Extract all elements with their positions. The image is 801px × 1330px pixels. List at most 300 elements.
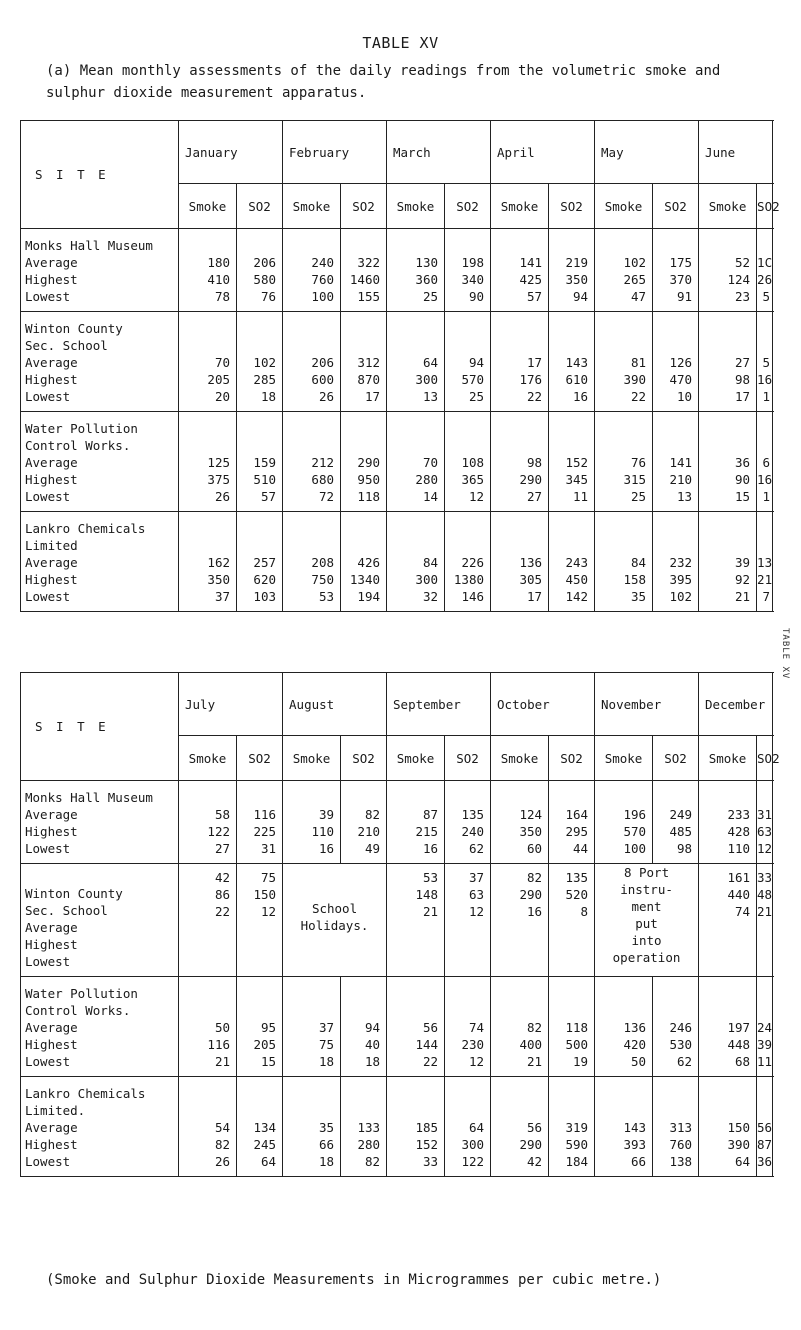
value: 53 xyxy=(422,870,439,885)
site-label-line: Lowest xyxy=(25,589,71,604)
value: 18 xyxy=(364,1054,381,1069)
value: 1460 xyxy=(349,272,380,287)
value-cell xyxy=(757,864,773,977)
site-name-cell xyxy=(21,1077,179,1177)
value: 64 xyxy=(734,1154,751,1169)
value: 390 xyxy=(623,372,647,387)
value: 16 xyxy=(526,904,543,919)
value: 58 xyxy=(214,807,230,822)
value-cell xyxy=(549,412,595,512)
value: 60 xyxy=(526,841,543,856)
value: 14 xyxy=(422,489,438,504)
value-cell xyxy=(549,312,595,412)
so2-subheader: SO2 xyxy=(341,184,387,229)
value: 158 xyxy=(623,572,647,587)
value: 760 xyxy=(669,1137,693,1152)
site-label-line: Control Works. xyxy=(25,438,131,453)
value: 680 xyxy=(311,472,334,487)
value: 280 xyxy=(415,472,438,487)
value: 205 xyxy=(253,1037,277,1052)
value-cell xyxy=(595,412,653,512)
site-label-line: Highest xyxy=(25,937,78,952)
value-cell xyxy=(699,312,757,412)
site-row xyxy=(21,977,773,1077)
site-label-line: Average xyxy=(25,455,78,470)
value-cell xyxy=(445,229,491,312)
instrument-note xyxy=(595,864,699,977)
value-cell xyxy=(491,864,549,977)
value: 395 xyxy=(669,572,693,587)
value: 1 xyxy=(762,489,771,504)
value: 950 xyxy=(357,472,380,487)
site-label-line: Average xyxy=(25,255,78,270)
value: 18 xyxy=(318,1154,335,1169)
header-row-months xyxy=(21,673,773,736)
value-cell xyxy=(757,312,773,412)
value: 37 xyxy=(318,1020,335,1035)
so2-subheader: SO2 xyxy=(653,736,699,781)
value: 15 xyxy=(734,489,751,504)
site-label-line: Limited xyxy=(25,538,78,553)
site-name-cell xyxy=(21,312,179,412)
value-cell xyxy=(179,229,237,312)
value-cell xyxy=(179,977,237,1077)
value: 62 xyxy=(676,1054,693,1069)
value: 124 xyxy=(727,272,751,287)
value: 210 xyxy=(669,472,693,487)
table-jul-dec xyxy=(20,672,780,1177)
value: 16 xyxy=(318,841,335,856)
value: 37 xyxy=(468,870,485,885)
note-line: 8 Port xyxy=(623,865,670,880)
value: 98 xyxy=(676,841,693,856)
value: 27 xyxy=(734,355,751,370)
value: 90 xyxy=(468,289,485,304)
value-cell xyxy=(653,781,699,864)
value: 22 xyxy=(630,389,647,404)
value-cell xyxy=(491,1077,549,1177)
value: 82 xyxy=(364,807,381,822)
value-cell xyxy=(341,512,387,612)
site-name-cell xyxy=(21,229,179,312)
value-cell xyxy=(445,1077,491,1177)
value: 390 xyxy=(727,1137,751,1152)
value: 81 xyxy=(630,355,647,370)
value-cell xyxy=(237,229,283,312)
value: 1380 xyxy=(453,572,485,587)
value: 122 xyxy=(207,824,230,839)
site-label-line: Lankro Chemicals xyxy=(25,1086,146,1101)
value-cell xyxy=(653,512,699,612)
value-cell xyxy=(283,312,341,412)
value: 64 xyxy=(260,1154,277,1169)
value-cell xyxy=(445,412,491,512)
value-cell xyxy=(387,512,445,612)
site-name-cell xyxy=(21,864,179,977)
value: 31 xyxy=(757,807,773,822)
value-cell xyxy=(341,412,387,512)
month-header: November xyxy=(595,673,699,736)
value-cell xyxy=(387,312,445,412)
value: 175 xyxy=(669,255,693,270)
smoke-subheader: Smoke xyxy=(595,736,653,781)
month-header: July xyxy=(179,673,283,736)
value: 300 xyxy=(461,1137,485,1152)
value: 5 xyxy=(762,289,771,304)
site-label-line: Lowest xyxy=(25,389,71,404)
value: 21 xyxy=(422,904,439,919)
value: 64 xyxy=(468,1120,485,1135)
value-cell xyxy=(445,312,491,412)
value-cell xyxy=(595,977,653,1077)
value-cell xyxy=(179,781,237,864)
value-cell xyxy=(757,977,773,1077)
value: 16 xyxy=(757,472,773,487)
value: 295 xyxy=(565,824,589,839)
value: 510 xyxy=(253,472,276,487)
site-row xyxy=(21,781,773,864)
value: 56 xyxy=(757,1120,773,1135)
value: 215 xyxy=(415,824,439,839)
value-cell xyxy=(179,412,237,512)
value: 206 xyxy=(253,255,276,270)
month-header: June xyxy=(699,121,773,184)
note-line: ment xyxy=(631,899,662,914)
smoke-subheader: Smoke xyxy=(387,184,445,229)
site-label-line: Lowest xyxy=(25,289,71,304)
value: 53 xyxy=(318,589,334,604)
value: 118 xyxy=(565,1020,589,1035)
value: 57 xyxy=(526,289,543,304)
header-row-months xyxy=(21,121,773,184)
value: 50 xyxy=(630,1054,647,1069)
month-header: May xyxy=(595,121,699,184)
value-cell xyxy=(283,1077,341,1177)
value: 420 xyxy=(623,1037,647,1052)
value: 15 xyxy=(260,1054,277,1069)
so2-subheader: SO2 xyxy=(549,184,595,229)
value-cell xyxy=(699,1077,757,1177)
value: 76 xyxy=(630,455,647,470)
value: 116 xyxy=(253,807,277,822)
value-cell xyxy=(549,864,595,977)
value: 159 xyxy=(253,455,276,470)
smoke-subheader: Smoke xyxy=(491,184,549,229)
value-cell xyxy=(699,864,757,977)
value-cell xyxy=(757,412,773,512)
value-cell xyxy=(179,864,237,977)
value: 10 xyxy=(676,389,693,404)
value: 62 xyxy=(468,841,485,856)
value-cell xyxy=(179,512,237,612)
value-cell xyxy=(653,312,699,412)
value-cell xyxy=(491,512,549,612)
value: 94 xyxy=(572,289,589,304)
value: 448 xyxy=(727,1037,751,1052)
value: 63 xyxy=(757,824,773,839)
value: 164 xyxy=(565,807,589,822)
value: 100 xyxy=(623,841,647,856)
value: 198 xyxy=(461,255,485,270)
value-cell xyxy=(179,312,237,412)
value: 39 xyxy=(757,1037,773,1052)
value: 116 xyxy=(207,1037,230,1052)
site-label-line: Lowest xyxy=(25,954,71,969)
value-cell xyxy=(237,864,283,977)
site-label-line: Lowest xyxy=(25,1154,71,1169)
site-label-line: Average xyxy=(25,1020,78,1035)
value: 350 xyxy=(565,272,589,287)
value: 86 xyxy=(214,887,230,902)
value: 118 xyxy=(357,489,380,504)
value: 54 xyxy=(214,1120,230,1135)
smoke-subheader: Smoke xyxy=(387,736,445,781)
value: 290 xyxy=(519,1137,543,1152)
site-label-line: Monks Hall Museum xyxy=(25,238,153,253)
value-cell xyxy=(491,312,549,412)
value: 94 xyxy=(364,1020,381,1035)
value-cell xyxy=(445,864,491,977)
site-name-cell xyxy=(21,412,179,512)
value: 144 xyxy=(415,1037,439,1052)
value: 39 xyxy=(318,807,335,822)
site-row xyxy=(21,229,773,312)
value: 393 xyxy=(623,1137,647,1152)
value: 12 xyxy=(468,489,485,504)
site-name-cell xyxy=(21,977,179,1077)
value: 13 xyxy=(422,389,438,404)
site-label-line: Monks Hall Museum xyxy=(25,790,153,805)
value: 23 xyxy=(734,289,751,304)
value: 400 xyxy=(519,1037,543,1052)
value-cell xyxy=(549,1077,595,1177)
value: 212 xyxy=(311,455,334,470)
table-caption: (a) Mean monthly assessments of the daily readings from the volumetric smoke and sulphur dioxide measurement apparatus. xyxy=(46,63,721,101)
month-header: September xyxy=(387,673,491,736)
value-cell xyxy=(595,512,653,612)
value: 600 xyxy=(311,372,334,387)
value: 205 xyxy=(207,372,230,387)
value: 141 xyxy=(669,455,693,470)
value: 305 xyxy=(519,572,543,587)
value: 185 xyxy=(415,1120,439,1135)
value: 110 xyxy=(727,841,751,856)
value: 450 xyxy=(565,572,589,587)
value: 13 xyxy=(757,555,773,570)
value: 32 xyxy=(422,589,438,604)
value-cell xyxy=(699,412,757,512)
site-label-line: Average xyxy=(25,807,78,822)
value: 322 xyxy=(357,255,380,270)
value: 184 xyxy=(565,1154,589,1169)
value: 31 xyxy=(260,841,277,856)
value: 57 xyxy=(260,489,276,504)
value: 70 xyxy=(214,355,230,370)
site-label-line: Highest xyxy=(25,1137,78,1152)
value: 78 xyxy=(214,289,230,304)
value: 290 xyxy=(357,455,380,470)
value: 26 xyxy=(318,389,334,404)
value: 12 xyxy=(260,904,277,919)
note-line: Holidays. xyxy=(300,918,369,933)
value: 26 xyxy=(214,1154,230,1169)
value: 22 xyxy=(526,389,543,404)
value: 82 xyxy=(526,870,543,885)
value: 620 xyxy=(253,572,276,587)
value-cell xyxy=(757,1077,773,1177)
value-cell xyxy=(491,229,549,312)
value: 410 xyxy=(207,272,230,287)
value: 426 xyxy=(357,555,380,570)
value-cell xyxy=(653,977,699,1077)
site-label-line: Winton County xyxy=(25,321,123,336)
value-cell xyxy=(387,412,445,512)
value: 66 xyxy=(630,1154,647,1169)
value: 95 xyxy=(260,1020,277,1035)
value: 87 xyxy=(422,807,439,822)
value: 12 xyxy=(468,1054,485,1069)
value-cell xyxy=(341,781,387,864)
smoke-subheader: Smoke xyxy=(179,736,237,781)
value: 152 xyxy=(565,455,589,470)
so2-subheader: SO2 xyxy=(341,736,387,781)
site-label-line: Winton County xyxy=(25,886,123,901)
site-name-cell xyxy=(21,512,179,612)
so2-subheader: SO2 xyxy=(445,736,491,781)
value: 90 xyxy=(734,472,751,487)
value: 206 xyxy=(311,355,334,370)
value-cell xyxy=(445,977,491,1077)
value-cell xyxy=(595,781,653,864)
value: 370 xyxy=(669,272,693,287)
value-cell xyxy=(387,1077,445,1177)
value: 84 xyxy=(630,555,647,570)
site-label-line: Average xyxy=(25,555,78,570)
site-label-line: Water Pollution xyxy=(25,986,138,1001)
value-cell xyxy=(549,781,595,864)
value: 8 xyxy=(580,904,589,919)
value: 76 xyxy=(260,289,276,304)
value: 50 xyxy=(214,1020,230,1035)
value: 82 xyxy=(526,1020,543,1035)
value: 428 xyxy=(727,824,751,839)
so2-subheader: SO2 xyxy=(653,184,699,229)
value: 197 xyxy=(727,1020,751,1035)
value-cell xyxy=(699,781,757,864)
value: 17 xyxy=(734,389,751,404)
value: 40 xyxy=(364,1037,381,1052)
value: 11 xyxy=(757,1054,773,1069)
value: 196 xyxy=(623,807,647,822)
value-cell xyxy=(445,781,491,864)
site-label-line: Sec. School xyxy=(25,903,108,918)
value: 350 xyxy=(519,824,543,839)
note-line: operation xyxy=(612,950,681,965)
value: 750 xyxy=(311,572,334,587)
site-row xyxy=(21,864,773,977)
value: 44 xyxy=(572,841,589,856)
site-label-line: Lowest xyxy=(25,841,71,856)
value: 36 xyxy=(734,455,751,470)
value-cell xyxy=(237,412,283,512)
value: 210 xyxy=(357,824,381,839)
value: 610 xyxy=(565,372,589,387)
value: 1 xyxy=(762,389,771,404)
value: 21 xyxy=(757,904,773,919)
value: 162 xyxy=(207,555,230,570)
value: 39 xyxy=(734,555,751,570)
value: 66 xyxy=(318,1137,335,1152)
month-header: February xyxy=(283,121,387,184)
site-row xyxy=(21,512,773,612)
value-cell xyxy=(341,977,387,1077)
value: 74 xyxy=(468,1020,485,1035)
value: 133 xyxy=(357,1120,381,1135)
so2-subheader: SO2 xyxy=(757,184,773,229)
value: 47 xyxy=(630,289,647,304)
units-footnote: (Smoke and Sulphur Dioxide Measurements in Microgrammes per cubic metre.) xyxy=(46,1272,662,1288)
value-cell xyxy=(387,977,445,1077)
value: 7 xyxy=(762,589,771,604)
value: 56 xyxy=(422,1020,439,1035)
value: 26 xyxy=(757,272,773,287)
value: 125 xyxy=(207,455,230,470)
value: 42 xyxy=(214,870,230,885)
value: 12 xyxy=(468,904,485,919)
value: 340 xyxy=(461,272,485,287)
value: 13 xyxy=(676,489,693,504)
value-cell xyxy=(387,229,445,312)
month-header: October xyxy=(491,673,595,736)
value: 72 xyxy=(318,489,334,504)
value: 176 xyxy=(519,372,543,387)
site-label-line: Water Pollution xyxy=(25,421,138,436)
value-cell xyxy=(283,512,341,612)
value: 240 xyxy=(461,824,485,839)
value: 245 xyxy=(253,1137,277,1152)
value: 136 xyxy=(519,555,543,570)
value: 141 xyxy=(519,255,543,270)
value: 19 xyxy=(572,1054,589,1069)
so2-subheader: SO2 xyxy=(549,736,595,781)
value: 425 xyxy=(519,272,543,287)
value: 249 xyxy=(669,807,693,822)
value-cell xyxy=(387,781,445,864)
value: 243 xyxy=(565,555,589,570)
value: 21 xyxy=(734,589,751,604)
value: 146 xyxy=(461,589,485,604)
side-page-label: TABLE XV xyxy=(780,628,790,680)
value: 25 xyxy=(468,389,485,404)
value: 82 xyxy=(364,1154,381,1169)
value: 225 xyxy=(253,824,277,839)
value: 68 xyxy=(734,1054,751,1069)
value: 17 xyxy=(364,389,380,404)
value: 52 xyxy=(734,255,751,270)
value: 84 xyxy=(422,555,438,570)
site-label-line: Lowest xyxy=(25,1054,71,1069)
school-holidays-note xyxy=(283,864,387,977)
value: 570 xyxy=(461,372,485,387)
value: 226 xyxy=(461,555,485,570)
site-label-line: Highest xyxy=(25,572,78,587)
value-cell xyxy=(653,412,699,512)
value: 470 xyxy=(669,372,693,387)
note-line: instru- xyxy=(620,882,673,897)
value: 36 xyxy=(757,1154,773,1169)
value: 760 xyxy=(311,272,334,287)
value: 16 xyxy=(572,389,589,404)
